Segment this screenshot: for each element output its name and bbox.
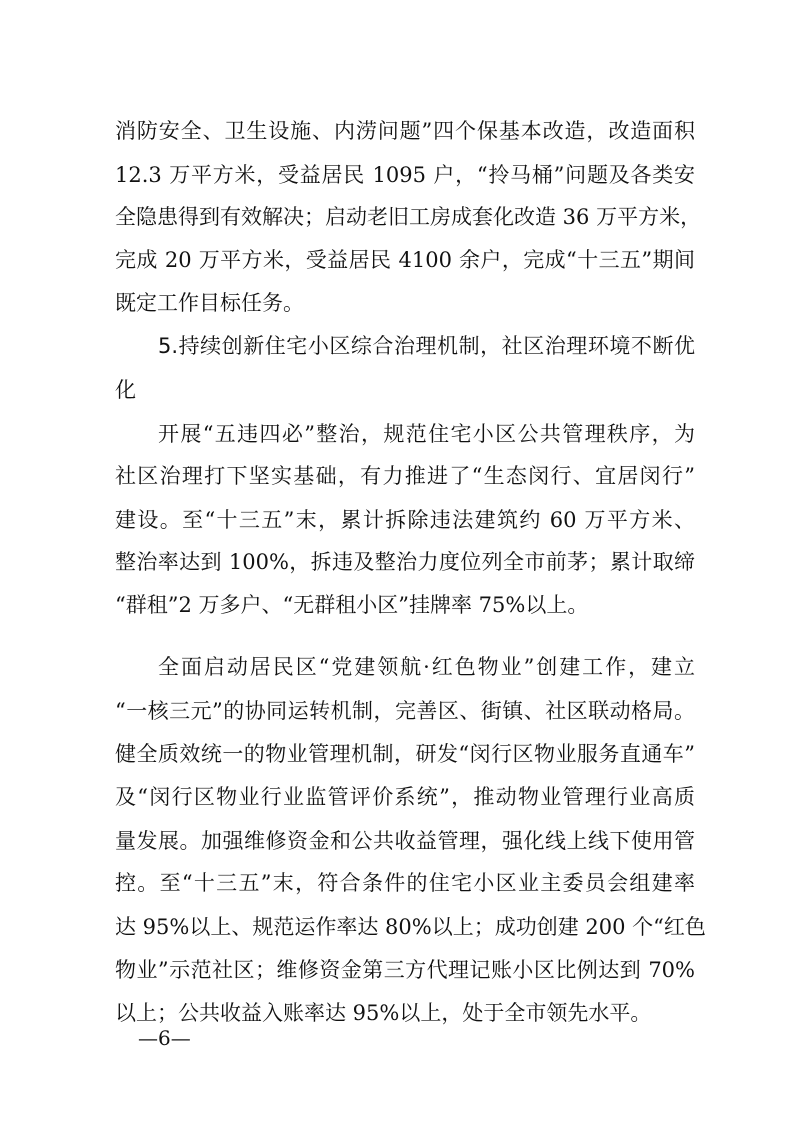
text-line: 控。至“十三五”末，符合条件的住宅小区业主委员会组建率 [115, 871, 695, 895]
text-line: 量发展。加强维修资金和公共收益管理，强化线上线下使用管 [115, 829, 695, 853]
text-line: “群租”2 万多户、“无群租小区”挂牌率 75%以上。 [115, 593, 589, 617]
text-line: 既定工作目标任务。 [115, 291, 304, 315]
text-line: 社区治理打下坚实基础，有力推进了“生态闵行、宜居闵行” [115, 464, 695, 488]
text-line: 达 95%以上、规范运作率达 80%以上；成功创建 200 个“红色 [115, 915, 706, 939]
page-number: —6— [138, 1026, 191, 1050]
paragraph-first-line: 全面启动居民区“党建领航·红色物业”创建工作，建立 [158, 655, 695, 679]
text-line: 健全质效统一的物业管理机制，研发“闵行区物业服务直通车” [115, 742, 695, 766]
section-heading-continued: 化 [115, 378, 136, 402]
section-heading: 5.持续创新住宅小区综合治理机制，社区治理环境不断优 [158, 334, 695, 358]
text-line: 建设。至“十三五”末，累计拆除违法建筑约 60 万平方米、 [115, 508, 695, 532]
text-line: 12.3 万平方米，受益居民 1095 户，“拎马桶”问题及各类安 [115, 163, 695, 187]
text-line: 完成 20 万平方米，受益居民 4100 余户，完成“十三五”期间 [115, 248, 695, 272]
text-line: 物业”示范社区；维修资金第三方代理记账小区比例达到 70% [115, 958, 695, 982]
text-line: 全隐患得到有效解决；启动老旧工房成套化改造 36 万平方米， [115, 205, 702, 229]
text-line: 及“闵行区物业行业监管评价系统”，推动物业管理行业高质 [115, 785, 695, 809]
text-line: 整治率达到 100%，拆违及整治力度位列全市前茅；累计取缔 [115, 550, 695, 574]
paragraph-first-line: 开展“五违四必”整治，规范住宅小区公共管理秩序，为 [158, 422, 695, 446]
text-line: 消防安全、卫生设施、内涝问题”四个保基本改造，改造面积 [115, 119, 695, 143]
text-line: “一核三元”的协同运转机制，完善区、街镇、社区联动格局。 [115, 699, 695, 723]
text-line: 以上；公共收益入账率达 95%以上，处于全市领先水平。 [115, 1001, 652, 1025]
